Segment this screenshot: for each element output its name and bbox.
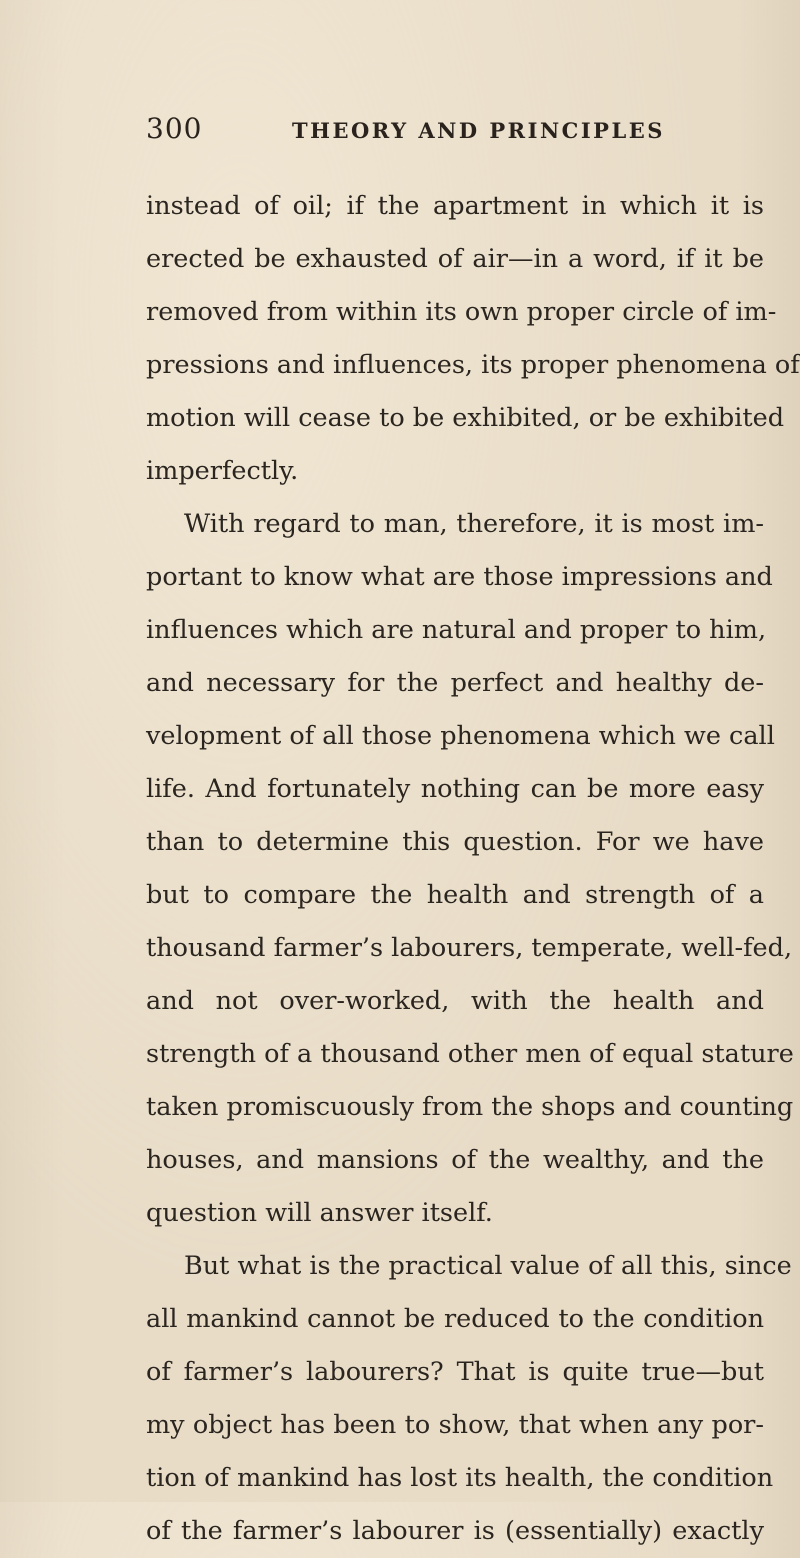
running-head: [146, 112, 766, 152]
text-line: taken promiscuously from the shops and counting: [146, 1092, 794, 1122]
text-line: imperfectly.: [146, 456, 299, 486]
text-line: But what is the practical value of all this, since: [184, 1251, 792, 1281]
text-line: portant to know what are those impressions and: [146, 562, 773, 592]
text-line: of farmer’s labourers? That is quite true—but: [146, 1357, 764, 1387]
text-line: and not over-worked, with the health and: [146, 986, 764, 1016]
text-line: instead of oil; if the apartment in which it is: [146, 191, 764, 221]
text-line: question will answer itself.: [146, 1198, 493, 1228]
text-line: pressions and influences, its proper phenomena of: [146, 350, 800, 380]
page-number: 300: [146, 112, 203, 145]
text-line: removed from within its own proper circle of im-: [146, 297, 777, 327]
text-line: velopment of all those phenomena which we call: [146, 721, 775, 751]
text-line: erected be exhausted of air—in a word, if it be: [146, 244, 764, 274]
text-line: my object has been to show, that when any por-: [146, 1410, 764, 1440]
text-line: but to compare the health and strength of a: [146, 880, 764, 910]
running-head-title: THEORY AND PRINCIPLES: [292, 118, 665, 143]
text-line: houses, and mansions of the wealthy, and the: [146, 1145, 764, 1175]
body-text: [146, 180, 800, 1558]
text-line: life. And fortunately nothing can be more easy: [146, 774, 764, 804]
text-line: of the farmer’s labourer is (essentially) exactly: [146, 1516, 764, 1546]
text-line: strength of a thousand other men of equal stature: [146, 1039, 794, 1069]
text-line: With regard to man, therefore, it is most im-: [184, 509, 764, 539]
text-line: and necessary for the perfect and healthy de-: [146, 668, 764, 698]
text-line: all mankind cannot be reduced to the condition: [146, 1304, 764, 1334]
text-line: influences which are natural and proper to him,: [146, 615, 767, 645]
text-line: than to determine this question. For we have: [146, 827, 764, 857]
text-line: motion will cease to be exhibited, or be exhibited: [146, 403, 785, 433]
text-line: thousand farmer’s labourers, temperate, well-fed,: [146, 933, 793, 963]
text-line: tion of mankind has lost its health, the condition: [146, 1463, 774, 1493]
